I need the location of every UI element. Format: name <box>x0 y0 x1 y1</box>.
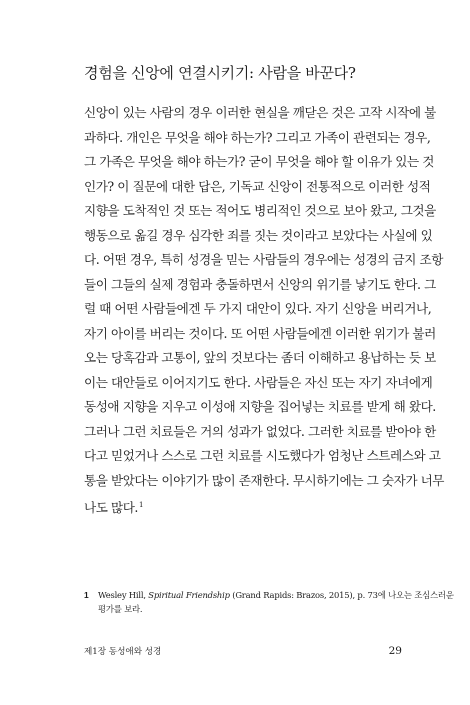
footnote-publication: (Grand Rapids: Brazos, 2015), p. 73에 나오는 조심스러운 <box>232 590 454 600</box>
body-line: 럴 때 어떤 사람들에겐 두 가지 대안이 있다. 자기 신앙을 버리거나, <box>84 301 432 316</box>
body-line: 동성애 지향을 지우고 이성애 지향을 집어넣는 치료를 받게 해 왔다. <box>84 399 436 414</box>
footnote-continuation: 평가를 보라. <box>98 604 143 614</box>
body-line: 인가? 이 질문에 대한 답은, 기독교 신앙이 전통적으로 이러한 성적 <box>84 178 431 194</box>
body-paragraph <box>84 101 445 518</box>
body-line: 자기 아이를 버리는 것이다. 또 어떤 사람들에겐 이러한 위기가 불러 <box>84 325 436 341</box>
body-line: 다고 믿었거나 스스로 그런 치료를 시도했다가 엄청난 스트레스와 고 <box>84 448 441 463</box>
footnote-author: Wesley Hill, <box>98 590 146 600</box>
section-heading: 경험을 신앙에 연결시키기: 사람을 바꾼다? <box>84 64 356 82</box>
body-line: 통을 받았다는 이야기가 많이 존재한다. 무시하기에는 그 숫자가 너무 <box>84 472 445 488</box>
footnote <box>84 588 454 616</box>
body-line: 신앙이 있는 사람의 경우 이러한 현실을 깨닫은 것은 고작 시작에 불 <box>84 105 436 120</box>
body-line: 그 가족은 무엇을 해야 하는가? 굳이 무엇을 해야 할 이유가 있는 것 <box>84 154 434 169</box>
body-line: 이는 대안들로 이어지기도 한다. 사람들은 자신 또는 자기 자녀에게 <box>84 374 433 390</box>
body-line: 다. 어떤 경우, 특히 성경을 믿는 사람들의 경우에는 성경의 금지 조항 <box>84 252 443 267</box>
body-line: 나도 많다.$^1$ <box>84 500 143 515</box>
body-line: 지향을 도착적인 것 또는 적어도 병리적인 것으로 보아 왔고, 그것을 <box>84 203 436 218</box>
body-line: 오는 당혹감과 고통이, 앞의 것보다는 좀더 이해하고 용납하는 듯 보 <box>84 350 436 365</box>
page-footer <box>84 645 402 657</box>
body-line: 과하다. 개인은 무엇을 해야 하는가? 그리고 가족이 관련되는 경우, <box>84 129 431 145</box>
running-title: 제1장 동성애와 성경 <box>84 647 162 657</box>
footnote-title: Spiritual Friendship <box>148 590 230 600</box>
footnote-reference: 1 <box>138 501 143 509</box>
page-number: 29 <box>388 645 402 657</box>
footnote-number: 1 <box>84 590 89 600</box>
body-line: 그러나 그런 치료들은 거의 성과가 없었다. 그러한 치료를 받아야 한 <box>84 423 436 439</box>
body-line: 행동으로 옮길 경우 심각한 죄를 짓는 것이라고 보았다는 사실에 있 <box>84 227 433 243</box>
body-line: 들이 그들의 실제 경험과 충돌하면서 신앙의 위기를 낳기도 한다. 그 <box>84 276 436 292</box>
